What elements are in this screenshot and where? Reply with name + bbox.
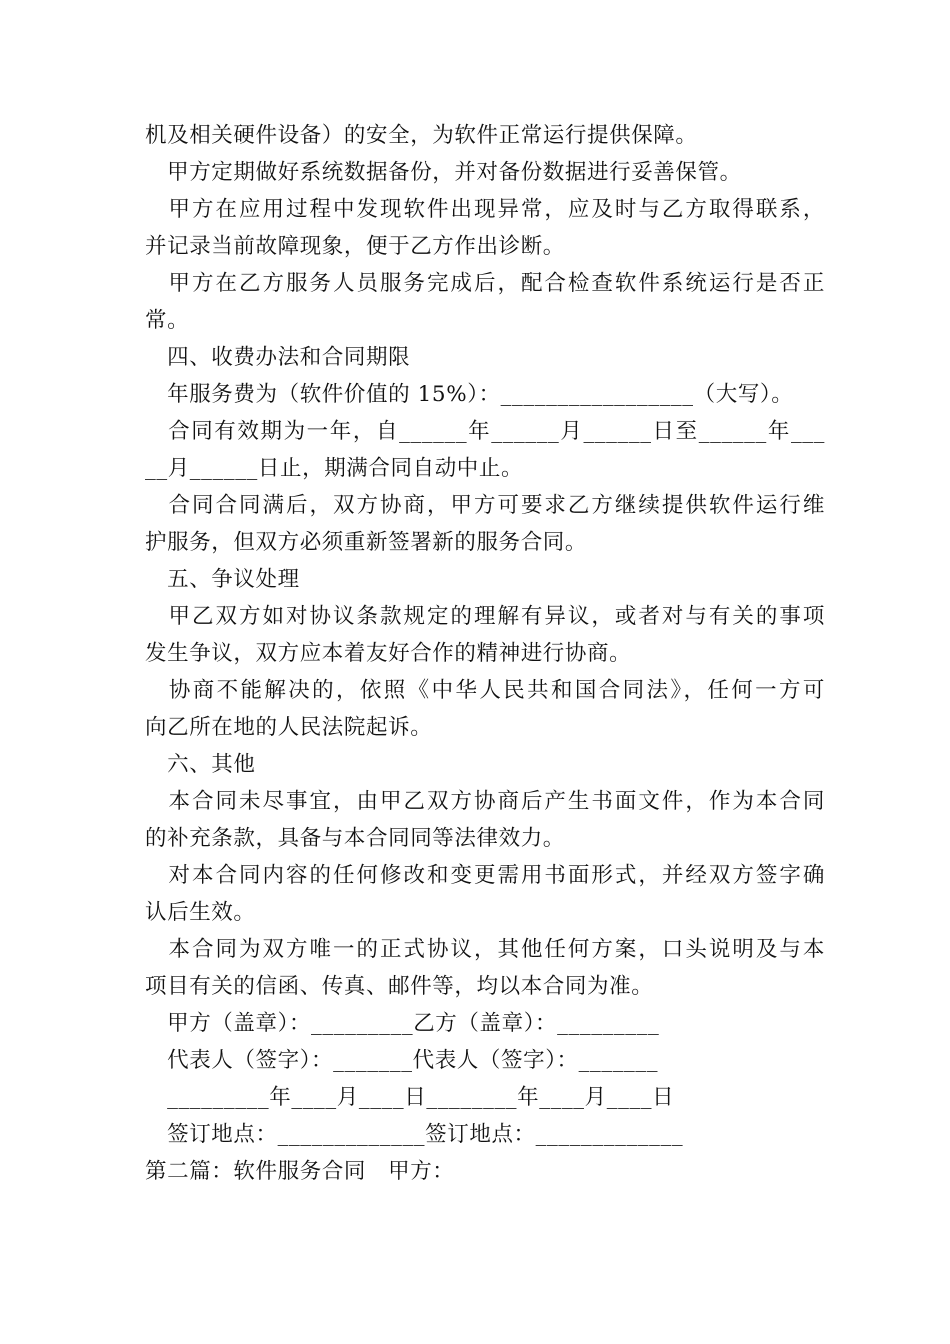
text-line: 向乙所在地的人民法院起诉。	[145, 715, 433, 740]
section-heading: 四、收费办法和合同期限	[145, 345, 411, 370]
text-line: 甲方定期做好系统数据备份，并对备份数据进行妥善保管。	[145, 160, 742, 185]
signature-line-party: 甲方（盖章）：_________乙方（盖章）：_________	[145, 1011, 660, 1036]
text-line: 年服务费为（软件价值的 15%）：_________________（大写）。	[145, 382, 794, 407]
text-line: 对本合同内容的任何修改和变更需用书面形式，并经双方签字确	[145, 863, 825, 888]
text-line: 并记录当前故障现象，便于乙方作出诊断。	[145, 234, 565, 259]
text-line: 甲方在乙方服务人员服务完成后，配合检查软件系统运行是否正	[145, 271, 825, 296]
text-line: 本合同为双方唯一的正式协议，其他任何方案，口头说明及与本	[145, 937, 825, 962]
text-line: 本合同未尽事宜，由甲乙双方协商后产生书面文件，作为本合同	[145, 789, 825, 814]
signature-line-representative: 代表人（签字）：_______代表人（签字）：_______	[145, 1048, 659, 1073]
text-line: 的补充条款，具备与本合同同等法律效力。	[145, 826, 565, 851]
text-line: 常。	[145, 308, 190, 333]
section-heading: 六、其他	[145, 752, 256, 777]
text-line: 协商不能解决的，依照《中华人民共和国合同法》，任何一方可	[145, 678, 825, 703]
text-line: __月______日止，期满合同自动中止。	[145, 456, 524, 481]
text-line: 合同有效期为一年，自______年______月______日至______年___	[145, 419, 825, 444]
section-heading: 五、争议处理	[145, 567, 300, 592]
signature-line-date: _________年____月____日________年____月____日	[145, 1085, 675, 1110]
second-contract-title: 第二篇：软件服务合同 甲方：	[145, 1159, 455, 1184]
text-line: 甲乙双方如对协议条款规定的理解有异议，或者对与有关的事项	[145, 604, 825, 629]
text-line: 机及相关硬件设备）的安全，为软件正常运行提供保障。	[145, 123, 698, 148]
text-line: 甲方在应用过程中发现软件出现异常，应及时与乙方取得联系，	[145, 197, 825, 222]
text-line: 认后生效。	[145, 900, 256, 925]
signature-line-place: 签订地点：_____________签订地点：_____________	[145, 1122, 684, 1147]
text-line: 护服务，但双方必须重新签署新的服务合同。	[145, 530, 588, 555]
text-line: 发生争议，双方应本着友好合作的精神进行协商。	[145, 641, 632, 666]
text-line: 合同合同满后，双方协商，甲方可要求乙方继续提供软件运行维	[145, 493, 825, 518]
text-line: 项目有关的信函、传真、邮件等，均以本合同为准。	[145, 974, 654, 999]
